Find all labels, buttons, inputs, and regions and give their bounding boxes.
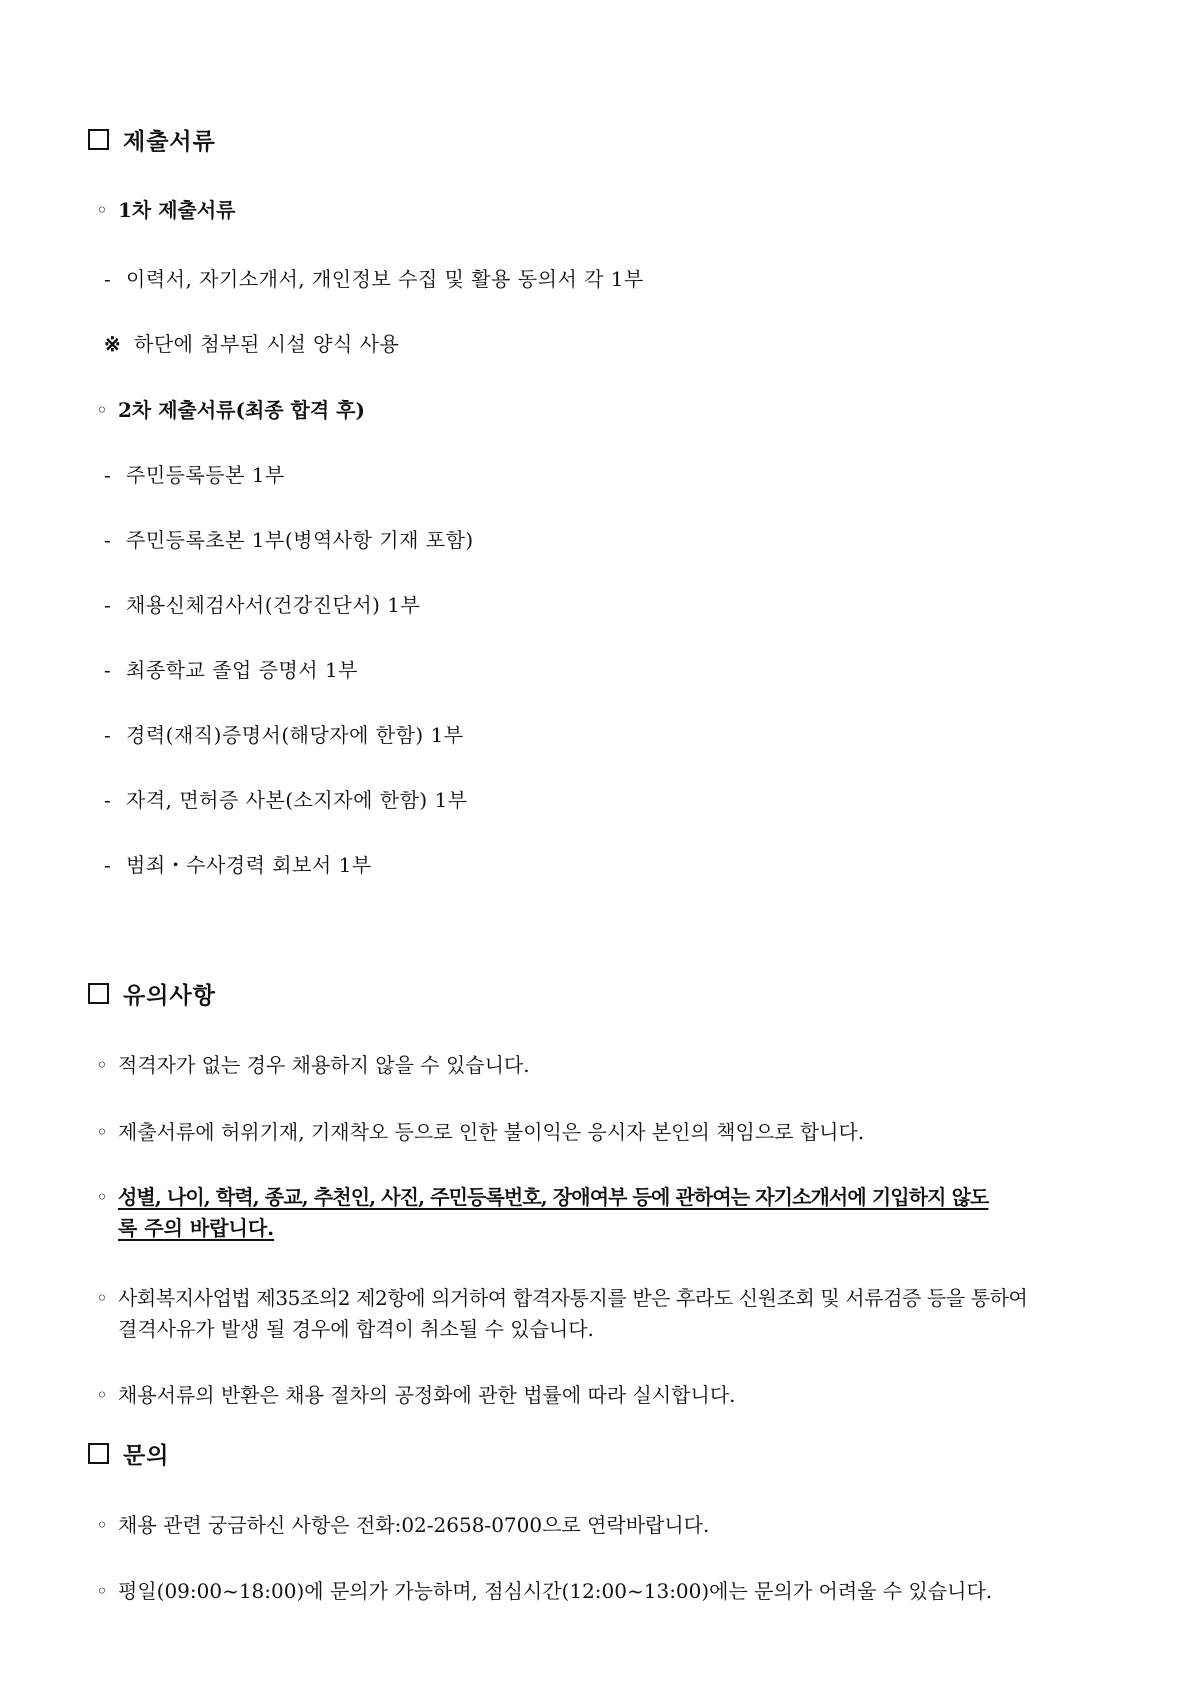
dash-icon: - bbox=[104, 528, 112, 552]
list-item: ◦ 평일(09:00~18:00)에 문의가 가능하며, 점심시간(12:00~13:00)에는 문의가 어려울 수 있습니다. bbox=[96, 1579, 993, 1603]
bullet-icon: ◦ bbox=[96, 398, 108, 422]
section-title-notes: 유의사항 bbox=[88, 982, 216, 1010]
section-title-contact: 문의 bbox=[88, 1442, 169, 1470]
list-item: ◦ 채용 관련 궁금하신 사항은 전화:02-2658-0700으로 연락바랍니다. bbox=[96, 1513, 710, 1537]
reference-mark-icon: ※ bbox=[104, 332, 122, 356]
checkbox-square-icon bbox=[88, 129, 109, 150]
emphasis-note: ◦ 성별, 나이, 학력, 종교, 추천인, 사진, 주민등록번호, 장애여부 등에 관하여는 자기소개서에 기입하지 않도 bbox=[96, 1185, 989, 1209]
dash-icon: - bbox=[104, 853, 112, 877]
section-title-documents: 제출서류 bbox=[88, 128, 216, 156]
list-item: - 주민등록초본 1부(병역사항 기재 포함) bbox=[104, 528, 474, 552]
list-item: ◦ 채용서류의 반환은 채용 절차의 공정화에 관한 법률에 따라 실시합니다. bbox=[96, 1383, 736, 1407]
list-item: - 경력(재직)증명서(해당자에 한함) 1부 bbox=[104, 723, 464, 747]
dash-icon: - bbox=[104, 267, 112, 291]
second-docs-heading: ◦ 2차 제출서류(최종 합격 후) bbox=[96, 398, 365, 422]
first-docs-note: ※ 하단에 첨부된 시설 양식 사용 bbox=[104, 332, 400, 356]
bullet-icon: ◦ bbox=[96, 1513, 108, 1537]
list-item: ◦ 제출서류에 허위기재, 기재착오 등으로 인한 불이익은 응시자 본인의 책임으로 합니다. bbox=[96, 1120, 865, 1144]
emphasis-note-continued: 록 주의 바랍니다. bbox=[118, 1216, 275, 1240]
bullet-icon: ◦ bbox=[96, 1120, 108, 1144]
dash-icon: - bbox=[104, 463, 112, 487]
list-item: ◦ 적격자가 없는 경우 채용하지 않을 수 있습니다. bbox=[96, 1053, 530, 1077]
bullet-icon: ◦ bbox=[96, 1286, 108, 1310]
list-item: - 최종학교 졸업 증명서 1부 bbox=[104, 658, 358, 682]
list-item: - 채용신체검사서(건강진단서) 1부 bbox=[104, 593, 421, 617]
list-item: - 범죄・수사경력 회보서 1부 bbox=[104, 853, 372, 877]
bullet-icon: ◦ bbox=[96, 1185, 108, 1209]
checkbox-square-icon bbox=[88, 983, 109, 1004]
law-note-continued: 결격사유가 발생 될 경우에 합격이 취소될 수 있습니다. bbox=[118, 1317, 594, 1341]
dash-icon: - bbox=[104, 788, 112, 812]
law-note: ◦ 사회복지사업법 제35조의2 제2항에 의거하여 합격자통지를 받은 후라도 신원조회 및 서류검증 등을 통하여 bbox=[96, 1286, 1028, 1310]
bullet-icon: ◦ bbox=[96, 1383, 108, 1407]
bullet-icon: ◦ bbox=[96, 1053, 108, 1077]
dash-icon: - bbox=[104, 593, 112, 617]
dash-icon: - bbox=[104, 658, 112, 682]
dash-icon: - bbox=[104, 723, 112, 747]
list-item: - 주민등록등본 1부 bbox=[104, 463, 285, 487]
first-docs-heading: ◦ 1차 제출서류 bbox=[96, 198, 236, 222]
bullet-icon: ◦ bbox=[96, 198, 108, 222]
bullet-icon: ◦ bbox=[96, 1579, 108, 1603]
first-docs-item: - 이력서, 자기소개서, 개인정보 수집 및 활용 동의서 각 1부 bbox=[104, 267, 644, 291]
checkbox-square-icon bbox=[88, 1443, 109, 1464]
list-item: - 자격, 면허증 사본(소지자에 한함) 1부 bbox=[104, 788, 468, 812]
